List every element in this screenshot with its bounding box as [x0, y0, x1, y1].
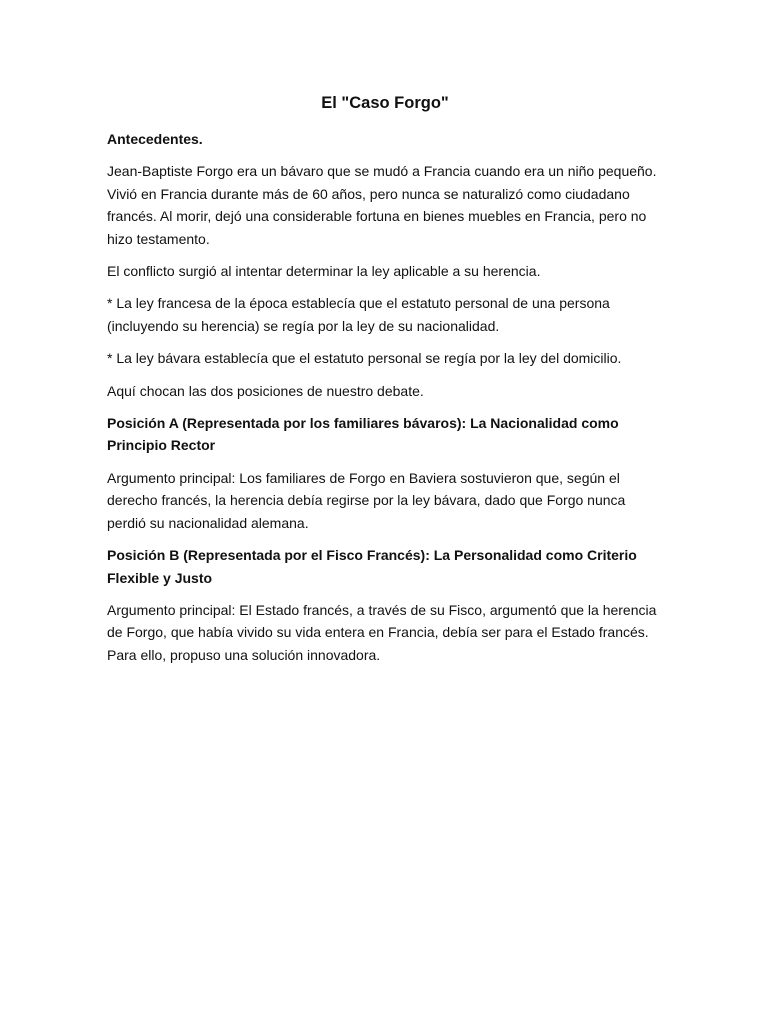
paragraph-bavarian-law: * La ley bávara establecía que el estatuto personal se regía por la ley del domicilio. [107, 350, 622, 367]
heading-position-b: Posición B (Representada por el Fisco Francés): La Personalidad como Criterio Flexible y Justo [107, 547, 637, 586]
paragraph-conflict: El conflicto surgió al intentar determinar la ley aplicable a su herencia. [107, 263, 541, 280]
paragraph-debate-intro: Aquí chocan las dos posiciones de nuestro debate. [107, 382, 424, 399]
heading-position-a: Posición A (Representada por los familiares bávaros): La Nacionalidad como Principio Rector [107, 415, 619, 454]
paragraph-french-law: * La ley francesa de la época establecía que el estatuto personal de una persona (incluyendo su herencia) se regía por la ley de su nacionalidad. [107, 295, 610, 334]
paragraph-argument-b: Argumento principal: El Estado francés, a través de su Fisco, argumentó que la herencia de Forgo, que había vivido su vida entera en Francia, debía ser para el Estado francés. Para ello, propuso una solución innovadora. [107, 601, 657, 663]
paragraph-background: Jean-Baptiste Forgo era un bávaro que se mudó a Francia cuando era un niño pequeño. Vivió en Francia durante más de 60 años, pero nunca se naturalizó como ciudadano francés. Al morir, dejó una considerable fortuna en bienes muebles en Francia, pero no hizo testamento. [107, 163, 657, 247]
heading-antecedentes: Antecedentes. [107, 131, 203, 147]
paragraph-argument-a: Argumento principal: Los familiares de Forgo en Baviera sostuvieron que, según el derecho francés, la herencia debía regirse por la ley bávara, dado que Forgo nunca perdió su nacionalidad alemana. [107, 469, 626, 531]
document-body [107, 92, 663, 676]
document-title: El "Caso Forgo" [321, 94, 449, 112]
